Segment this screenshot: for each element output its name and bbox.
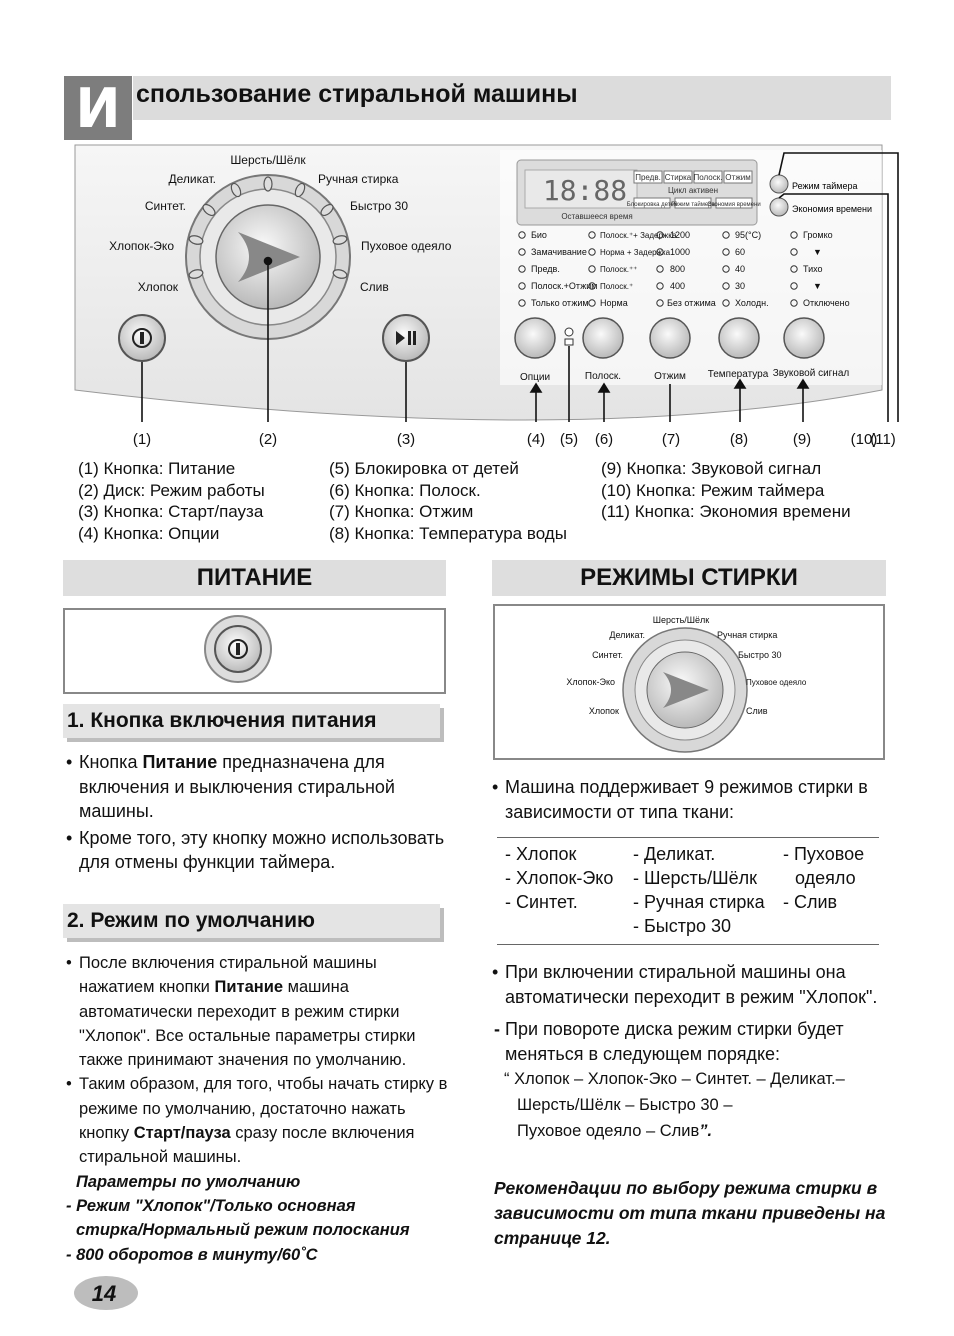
dial-label-duvet: Пуховое одеяло <box>746 678 807 687</box>
svg-text:(5): (5) <box>559 431 579 448</box>
child-lock-icon <box>565 328 573 336</box>
bullet-paragraph: • Кнопка Питание предназначена для включения и выключения стиральной машины. <box>66 750 446 824</box>
temperature-button[interactable] <box>719 318 759 358</box>
svg-text:Без отжима: Без отжима <box>667 298 716 308</box>
svg-text:Отключено: Отключено <box>803 298 850 308</box>
svg-text:95(°C): 95(°C) <box>735 230 762 240</box>
mode-item: - Быстро 30 <box>633 916 732 936</box>
rinse-button-label: Полоск. <box>584 371 622 382</box>
mode-item: - Шерсть/Шёлк <box>633 868 758 888</box>
mode-item: - Деликат. <box>633 844 716 864</box>
dial-label-delicate: Деликат. <box>168 172 216 186</box>
power-description <box>66 750 446 875</box>
defaults-title: Параметры по умолчанию <box>76 1172 301 1191</box>
page-title: спользование стиральной машины <box>136 80 578 108</box>
svg-text:1000: 1000 <box>670 247 691 257</box>
legend-item: (11) Кнопка: Экономия времени <box>601 502 851 521</box>
timer-button[interactable] <box>770 175 788 193</box>
svg-text:Полоск.⁺: Полоск.⁺ <box>600 282 634 291</box>
dial-label-cotton-eco: Хлопок-Эко <box>109 239 174 253</box>
time-saving-button[interactable] <box>770 198 788 216</box>
dial-label-drain: Слив <box>746 706 768 716</box>
svg-text:Полоск.⁺⁺: Полоск.⁺⁺ <box>600 265 638 274</box>
svg-text:60: 60 <box>735 247 746 257</box>
svg-text:Полоск.+Отжим: Полоск.+Отжим <box>531 281 598 291</box>
start-pause-button[interactable] <box>383 315 429 361</box>
mode-item: - Пуховое <box>783 844 865 864</box>
modes-intro: • Машина поддерживает 9 режимов стирки в зависимости от типа ткани: <box>492 775 884 824</box>
small-label-child-lock: Блокировка детей <box>626 202 678 208</box>
svg-text:(9): (9) <box>792 431 812 448</box>
legend-item: (7) Кнопка: Отжим <box>329 502 474 521</box>
svg-text:(4): (4) <box>526 431 546 448</box>
svg-text:Замачивание: Замачивание <box>531 247 587 257</box>
spin-button[interactable] <box>650 318 690 358</box>
sound-button[interactable] <box>784 318 824 358</box>
dial-label-cotton-eco: Хлопок-Эко <box>566 677 615 687</box>
svg-text:(2): (2) <box>258 431 278 448</box>
phase-rinse: Полоск. <box>693 173 723 182</box>
mode-sequence: “ Хлопок – Хлопок-Эко – Синтет. – Деликат.– Шерсть/Шёлк – Быстро 30 – Пуховое одеяло – Слив”. <box>504 1070 845 1140</box>
svg-text:▼: ▼ <box>813 247 822 257</box>
modes-list <box>497 837 879 945</box>
legend-item: (4) Кнопка: Опции <box>78 523 220 543</box>
modes-description: • При включении стиральной машины она автоматически переходит в режим "Хлопок". - При повороте диска режим стирки будет меняться в следующем порядке: “ Хлопок – Хлопок-Эко – Синтет. – Деликат.– Шерсть/Шёлк – Быстро 30 – Пуховое одеяло – Слив”. <box>492 960 884 1144</box>
phase-wash: Стирка <box>664 173 692 182</box>
recommendation-note: Рекомендации по выбору режима стирки в зависимости от типа ткани приведены на странице 12. <box>494 1178 886 1248</box>
dial-label-synth: Синтет. <box>144 199 186 213</box>
spin-button-label: Отжим <box>654 371 686 382</box>
dial-label-hand: Ручная стирка <box>717 630 778 640</box>
sound-button-label: Звуковой сигнал <box>772 368 850 379</box>
svg-text:(6): (6) <box>594 431 614 448</box>
legend-item: (10) Кнопка: Режим таймера <box>601 480 825 500</box>
legend-item: (1) Кнопка: Питание <box>78 459 236 478</box>
legend-column-2 <box>329 458 567 544</box>
rinse-button[interactable] <box>583 318 623 358</box>
page-number-badge <box>70 1274 140 1312</box>
subheader-power-button: 1. Кнопка включения питания <box>63 704 440 738</box>
default-mode-description <box>66 951 451 1267</box>
svg-text:400: 400 <box>670 281 686 291</box>
mode-item: одеяло <box>795 868 856 888</box>
bullet-paragraph: • Кроме того, эту кнопку можно использовать для отмены функции таймера. <box>66 826 446 875</box>
small-label-eco: Экономия времени <box>707 202 761 208</box>
dial-label-drain: Слив <box>360 280 389 294</box>
svg-text:30: 30 <box>735 281 746 291</box>
svg-text:Предв.: Предв. <box>531 264 560 274</box>
mode-item: - Хлопок <box>505 844 577 864</box>
svg-text:1200: 1200 <box>670 230 691 240</box>
svg-text:Только отжим: Только отжим <box>531 298 589 308</box>
dial-label-hand: Ручная стирка <box>318 172 399 186</box>
subheader-default-mode: 2. Режим по умолчанию <box>63 904 440 938</box>
display-remaining-label: Оставшееся время <box>561 212 633 221</box>
svg-text:Норма: Норма <box>600 298 628 308</box>
defaults-line: - Режим "Хлопок"/Только основная <box>66 1196 356 1215</box>
bullet-paragraph: • Таким образом, для того, чтобы начать стирку в режиме по умолчанию, достаточно нажать кнопку Старт/пауза сразу после включения стиральной машины. <box>66 1072 451 1169</box>
svg-text:Био: Био <box>531 230 547 240</box>
svg-text:40: 40 <box>735 264 746 274</box>
legend-column-1 <box>78 458 265 544</box>
phase-spin: Отжим <box>725 173 751 182</box>
dial-label-quick: Быстро 30 <box>350 199 409 213</box>
control-panel-illustration <box>70 140 896 450</box>
defaults-line: - 800 оборотов в минуту/60˚C <box>66 1245 318 1264</box>
svg-text:800: 800 <box>670 264 686 274</box>
legend-item: (5) Блокировка от детей <box>329 459 519 478</box>
legend-item: (9) Кнопка: Звуковой сигнал <box>601 459 822 478</box>
dial-label-synth: Синтет. <box>592 650 623 660</box>
svg-text:Громко: Громко <box>803 230 833 240</box>
svg-text:(7): (7) <box>661 431 681 448</box>
legend-item: (6) Кнопка: Полоск. <box>329 480 481 500</box>
legend-column-3 <box>601 458 851 523</box>
wash-dial-illustration <box>493 604 885 760</box>
dial-label-cotton: Хлопок <box>588 706 619 716</box>
bullet-paragraph: • После включения стиральной машины нажатием кнопки Питание машина автоматически переходит в режим стирки "Хлопок". Все остальные параметры стирки также принимают значения по умолчанию. <box>66 951 451 1072</box>
header-initial-letter: И <box>64 76 132 140</box>
time-saving-button-label: Экономия времени <box>792 204 873 214</box>
svg-text:(3): (3) <box>396 431 416 448</box>
svg-text:Тихо: Тихо <box>803 264 823 274</box>
callout-labels <box>133 431 896 448</box>
dial-label-cotton: Хлопок <box>137 280 178 294</box>
legend-item: (3) Кнопка: Старт/пауза <box>78 502 264 521</box>
dial-label-delicate: Деликат. <box>609 630 645 640</box>
display-time: 18:88 <box>542 174 628 207</box>
dial-label-wool: Шерсть/Шёлк <box>230 153 306 167</box>
section-header-wash-modes: РЕЖИМЫ СТИРКИ <box>492 560 886 596</box>
mode-item: - Ручная стирка <box>633 892 765 912</box>
defaults-line: стирка/Нормальный режим полоскания <box>76 1221 410 1240</box>
svg-text:(11): (11) <box>870 431 896 448</box>
options-button-label: Опции <box>519 372 551 383</box>
temperature-button-label: Температура <box>707 369 769 380</box>
phase-prewash: Предв. <box>635 173 661 182</box>
timer-button-label: Режим таймера <box>792 181 858 191</box>
cycle-active-label: Цикл активен <box>667 186 719 195</box>
dial-label-wool: Шерсть/Шёлк <box>652 615 710 625</box>
svg-text:▼: ▼ <box>813 281 822 291</box>
mode-item: - Хлопок-Эко <box>505 868 614 888</box>
power-button-illustration <box>63 608 446 694</box>
mode-item: - Слив <box>783 892 838 912</box>
page-number: 14 <box>91 1281 117 1306</box>
svg-text:(1): (1) <box>132 431 152 448</box>
legend-item: (8) Кнопка: Температура воды <box>329 523 567 543</box>
svg-text:(10): (10) <box>850 431 878 448</box>
options-button[interactable] <box>515 318 555 358</box>
dial-label-quick: Быстро 30 <box>738 650 782 660</box>
mode-item: - Синтет. <box>505 892 578 912</box>
svg-text:Норма + Задержка: Норма + Задержка <box>600 248 671 257</box>
svg-text:(8): (8) <box>729 431 749 448</box>
svg-text:Полоск.⁺+ Задержка: Полоск.⁺+ Задержка <box>600 231 677 240</box>
legend-item: (2) Диск: Режим работы <box>78 480 265 500</box>
small-label-timer: Режим таймера <box>671 202 715 208</box>
dial-label-duvet: Пуховое одеяло <box>361 239 452 253</box>
section-header-power: ПИТАНИЕ <box>63 560 446 596</box>
svg-text:Холодн.: Холодн. <box>735 298 769 308</box>
